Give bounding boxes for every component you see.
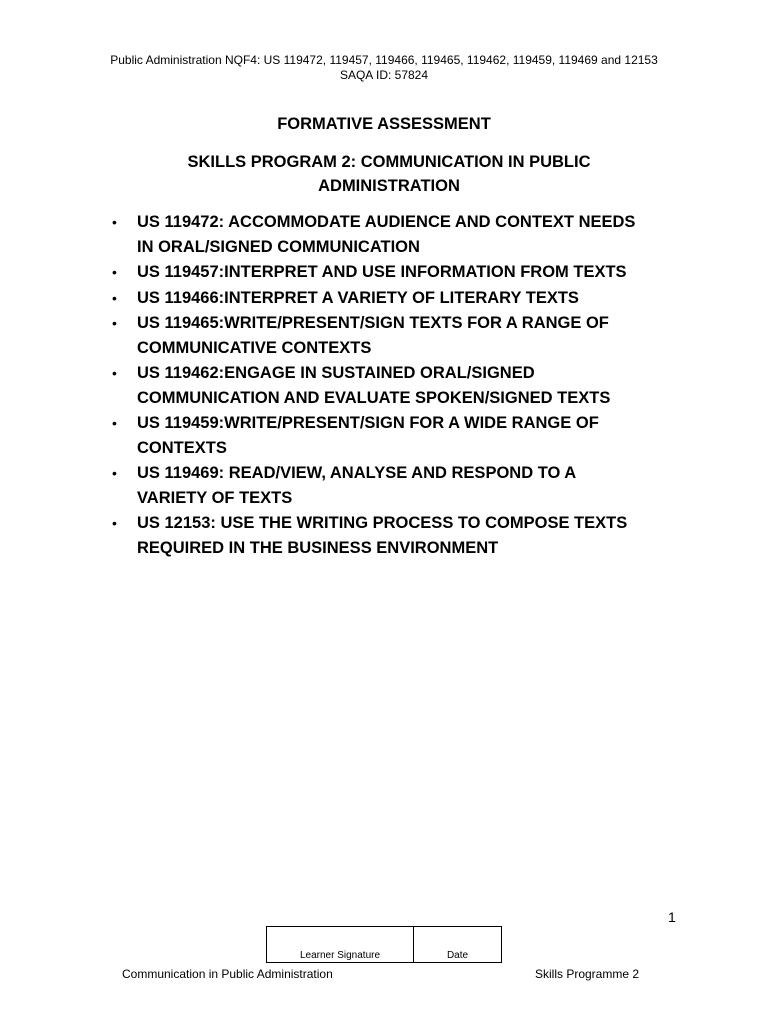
unit-line-1: US 119462:ENGAGE IN SUSTAINED ORAL/SIGNED [137,364,535,382]
list-item [112,411,692,460]
list-item [112,311,692,360]
date-cell [414,927,502,963]
signature-table [266,926,502,963]
unit-line-1: US 119466:INTERPRET A VARIETY OF LITERARY TEXTS [137,288,579,307]
page-title: FORMATIVE ASSESSMENT [277,115,491,133]
unit-line-1: US 119472: ACCOMMODATE AUDIENCE AND CONTEXT NEEDS [137,213,636,231]
header-qualification-line: Public Administration NQF4: US 119472, 119457, 119466, 119465, 119462, 119459, 119469 and 12153 [110,53,658,67]
list-item [112,361,692,410]
unit-line-1: US 119469: READ/VIEW, ANALYSE AND RESPOND TO A [137,464,577,482]
unit-line-2: REQUIRED IN THE BUSINESS ENVIRONMENT [137,538,499,557]
list-item [112,260,692,285]
bullet-icon: • [112,264,117,280]
bullet-icon: • [112,415,117,431]
header-saqa-id: SAQA ID: 57824 [339,68,429,82]
learner-signature-cell [267,927,414,963]
list-item [112,286,692,311]
bullet-icon: • [112,315,117,331]
document-header [0,53,768,83]
unit-line-1: US 12153: USE THE WRITING PROCESS TO COMPOSE TEXTS [137,514,628,532]
unit-line-2: COMMUNICATION AND EVALUATE SPOKEN/SIGNED TEXTS [137,388,611,407]
bullet-icon: • [112,365,117,381]
list-item [112,461,692,510]
list-item [112,511,692,560]
unit-line-2: IN ORAL/SIGNED COMMUNICATION [137,237,420,256]
unit-line-1: US 119457:INTERPRET AND USE INFORMATION FROM TEXTS [137,263,627,281]
unit-line-2: COMMUNICATIVE CONTEXTS [137,338,372,357]
unit-line-1: US 119465:WRITE/PRESENT/SIGN TEXTS FOR A RANGE OF [137,314,609,332]
footer-document-title: Communication in Public Administration [122,967,333,981]
footer-programme-name: Skills Programme 2 [535,967,640,981]
subtitle-line-2: ADMINISTRATION [318,177,460,195]
bullet-icon: • [112,289,117,306]
page-subtitle [100,150,678,198]
learner-signature-label: Learner Signature [299,950,381,961]
unit-line-2: CONTEXTS [137,438,227,457]
unit-line-1: US 119459:WRITE/PRESENT/SIGN FOR A WIDE RANGE OF [137,414,599,432]
subtitle-line-1: SKILLS PROGRAM 2: COMMUNICATION IN PUBLIC [187,153,591,171]
list-item [112,210,692,259]
unit-line-2: VARIETY OF TEXTS [137,488,293,507]
page-number: 1 [668,909,676,925]
date-label: Date [446,950,469,961]
bullet-icon: • [112,214,117,230]
bullet-icon: • [112,515,117,531]
bullet-icon: • [112,465,117,481]
unit-standards-list [112,210,692,561]
